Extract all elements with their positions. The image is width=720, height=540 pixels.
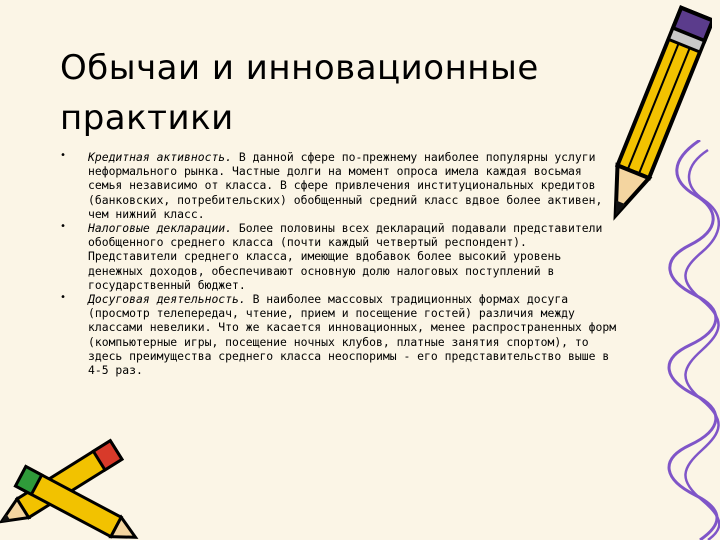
bullet-icon: • [60, 292, 67, 304]
item-term: Кредитная активность. [88, 150, 233, 164]
bullet-list [60, 150, 620, 377]
list-item [60, 150, 620, 221]
list-item [60, 292, 620, 377]
item-text: В данной сфере по-прежнему наиболее популярны услуги неформального рынка. Частные долги на момент опроса имела каждая восьмая семья независимо от класса. В сфере привлечения институциональных кредитов (банковских, потребительских) обобщенный средний класс вдвое более активен, чем нижний класс. [88, 150, 603, 221]
bullet-icon: • [60, 150, 67, 161]
bullet-icon: • [60, 221, 67, 233]
page-title: Обычаи и инновационные практики [60, 47, 539, 138]
list-item [60, 221, 620, 292]
item-text: В наиболее массовых традиционных формах досуга (просмотр телепередач, чтение, прием и посещение гостей) различия между классами невелики. Что же касается инновационных, менее распространенных форм (компьютерные игры, посещение ночных клубов, платные занятия спортом), то здесь преимущества среднего класса неоспоримы - его представительство выше в 4-5 раз. [88, 292, 617, 378]
item-term: Налоговые декларации. [88, 221, 233, 236]
item-term: Досуговая деятельность. [88, 292, 246, 307]
item-text: Более половины всех деклараций подавали представители обобщенного среднего класса (почти каждый четвертый респондент). Представители среднего класса, имеющие вдобавок более высокий уровень денежных доходов, обеспечивают основную долю налоговых поступлений в государственный бюджет. [88, 221, 603, 292]
crossed-pencils-icon [0, 420, 140, 540]
